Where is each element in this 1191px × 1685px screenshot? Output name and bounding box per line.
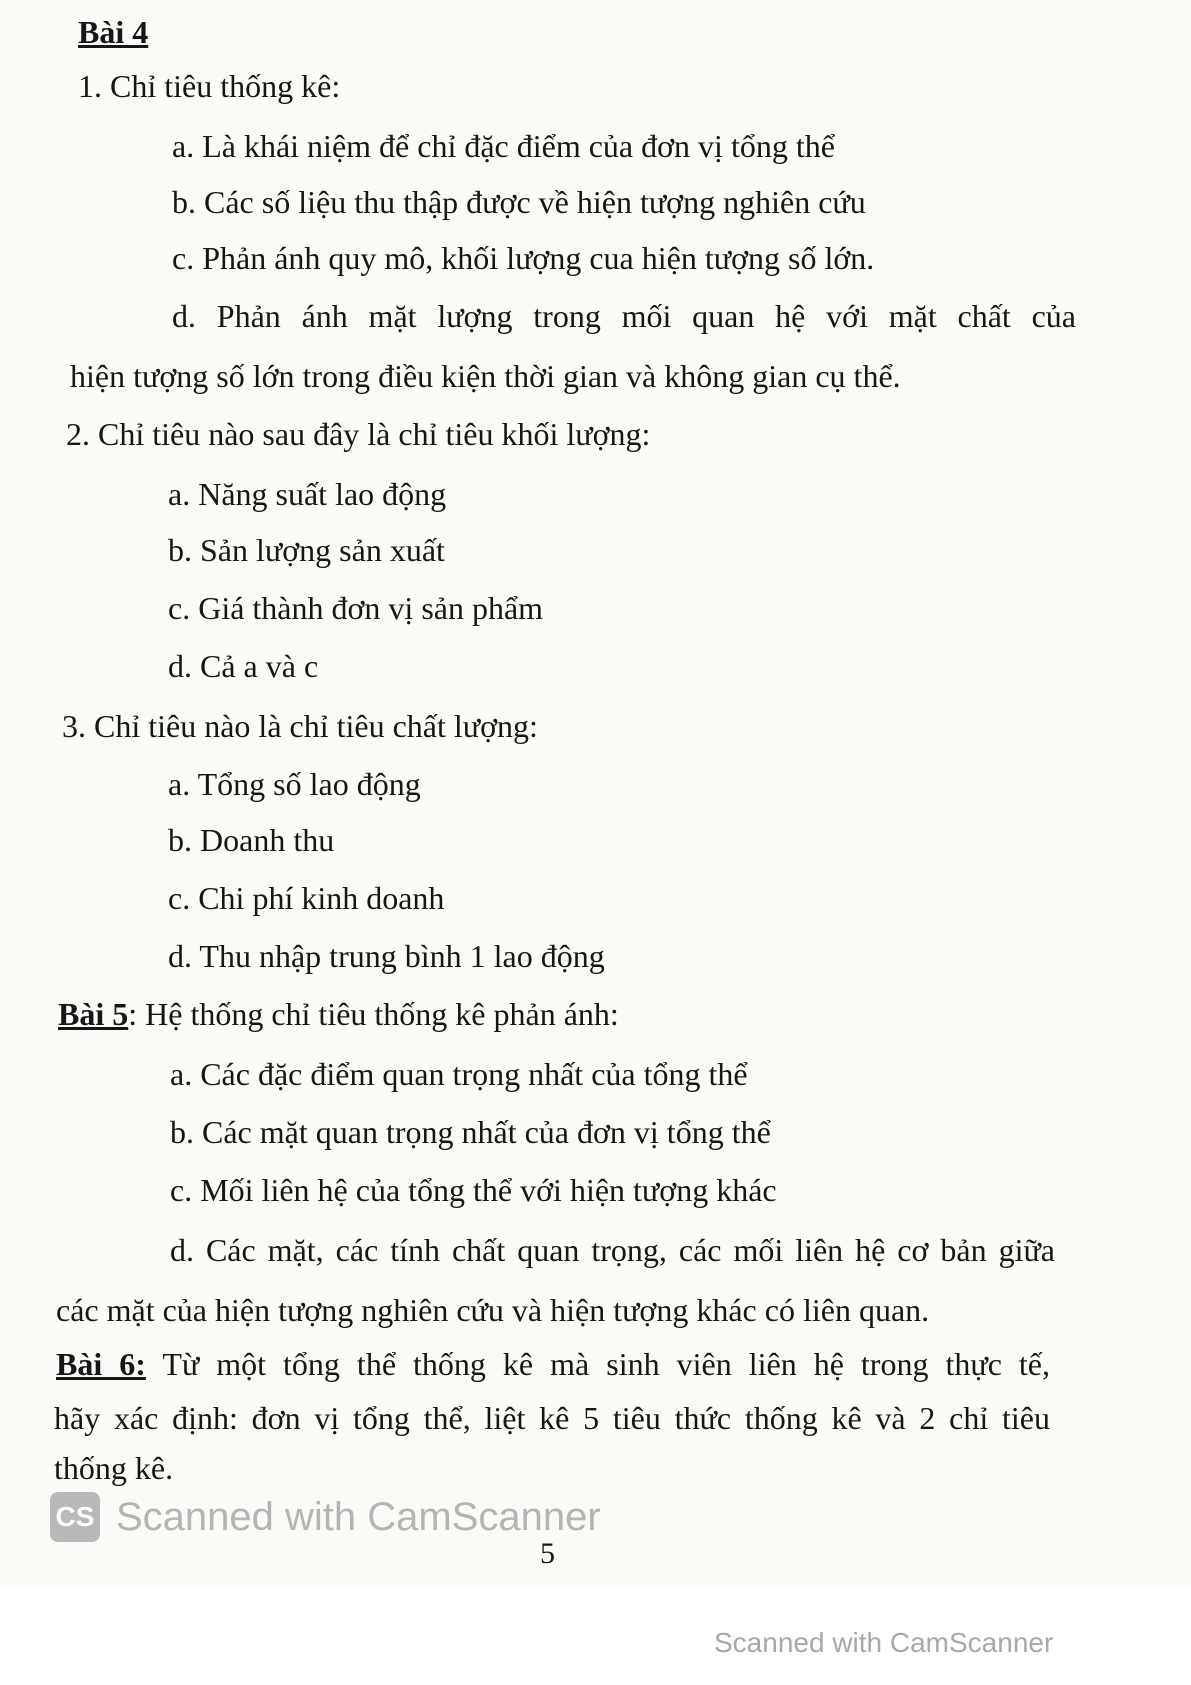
bai6-label: Bài 6: (56, 1346, 146, 1382)
q2-option-b: b. Sản lượng sản xuất (168, 532, 445, 568)
q1-option-d-line1: d. Phản ánh mặt lượng trong mối quan hệ với mặt chất của (172, 298, 1076, 334)
bai6-line3: thống kê. (54, 1450, 174, 1486)
q3-option-d: d. Thu nhập trung bình 1 lao động (168, 938, 605, 974)
q3-option-c: c. Chi phí kinh doanh (168, 880, 445, 916)
bai5-option-a: a. Các đặc điểm quan trọng nhất của tổng thể (170, 1056, 748, 1092)
q1-prompt: 1. Chỉ tiêu thống kê: (78, 68, 341, 104)
bai5-label: Bài 5 (58, 996, 129, 1032)
bai6-line2: hãy xác định: đơn vị tổng thể, liệt kê 5 tiêu thức thống kê và 2 chỉ tiêu (54, 1400, 1050, 1436)
q2-prompt: 2. Chỉ tiêu nào sau đây là chỉ tiêu khối lượng: (66, 416, 651, 452)
bai5-option-d-line2: các mặt của hiện tượng nghiên cứu và hiện tượng khác có liên quan. (56, 1292, 930, 1328)
bai5-prompt: : Hệ thống chỉ tiêu thống kê phản ánh: (128, 996, 619, 1032)
q1-option-b: b. Các số liệu thu thập được về hiện tượng nghiên cứu (172, 184, 866, 220)
camscanner-logo-icon: CS (50, 1492, 100, 1542)
q3-prompt: 3. Chỉ tiêu nào là chỉ tiêu chất lượng: (62, 708, 538, 744)
bai6-line1 (56, 1344, 1050, 1384)
bai4-title: Bài 4 (78, 14, 149, 50)
camscanner-watermark: Scanned with CamScanner (116, 1495, 601, 1539)
q2-option-c: c. Giá thành đơn vị sản phẩm (168, 590, 544, 626)
bai5-heading (58, 994, 619, 1034)
bai5-option-b: b. Các mặt quan trọng nhất của đơn vị tổng thể (170, 1114, 771, 1150)
bai5-option-d-line1: d. Các mặt, các tính chất quan trọng, các mối liên hệ cơ bản giữa (170, 1232, 1055, 1268)
q1-option-a: a. Là khái niệm để chỉ đặc điểm của đơn vị tổng thể (172, 128, 835, 164)
footer-watermark: Scanned with CamScanner (714, 1627, 1054, 1658)
q1-option-c: c. Phản ánh quy mô, khối lượng cua hiện tượng số lớn. (172, 240, 875, 276)
page-number: 5 (540, 1537, 555, 1570)
q3-option-a: a. Tổng số lao động (168, 766, 421, 802)
q1-option-d-line2: hiện tượng số lớn trong điều kiện thời gian và không gian cụ thể. (70, 358, 901, 394)
bai5-option-c: c. Mối liên hệ của tổng thể với hiện tượng khác (170, 1172, 777, 1208)
q2-option-a: a. Năng suất lao động (168, 476, 447, 512)
bai6-text-line1: Từ một tổng thể thống kê mà sinh viên liên hệ trong thực tế, (162, 1346, 1051, 1382)
q2-option-d: d. Cả a và c (168, 648, 319, 684)
q3-option-b: b. Doanh thu (168, 822, 335, 858)
